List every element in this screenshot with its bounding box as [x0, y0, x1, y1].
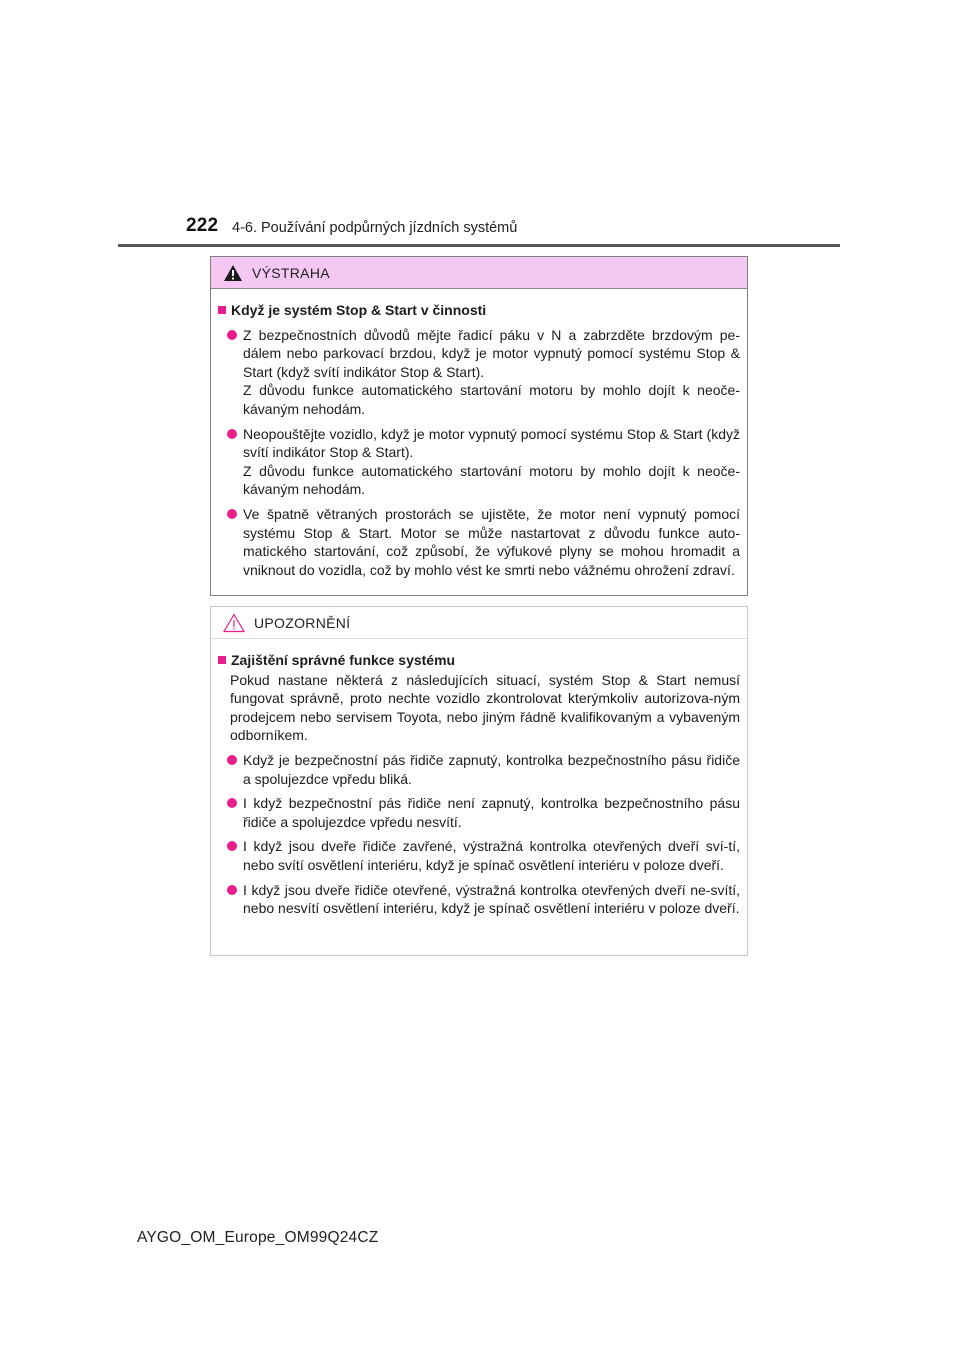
caution-label: UPOZORNĚNÍ — [254, 614, 351, 631]
list-item: Když je bezpečnostní pás řidiče zapnutý, kontrolka bezpečnostního pásu řidiče a spolujezdce vpředu bliká. — [218, 751, 740, 788]
warning-box-header — [211, 257, 747, 289]
list-item: Ve špatně větraných prostorách se ujistěte, že motor není vypnutý pomocí systému Stop & Start. Motor se může nastartovat z důvodu funkce auto-matického startování, což způsobí, že výfukové plyny se mohou hromadit a vniknout do vozidla, což by mohlo vést ke smrti nebo vážnému ohrožení zdraví. — [218, 505, 740, 579]
list-item: Z bezpečnostních důvodů mějte řadicí páku v N a zabrzděte brzdovým pe-dálem nebo parkovací brzdou, když je motor vypnutý pomocí systému Stop & Start (když svítí indikátor Stop & Start). Z důvodu funkce automatického startování motoru by mohlo dojít k neoče-kávaným nehodám. — [218, 326, 740, 419]
caution-body — [211, 639, 747, 918]
caution-intro: Pokud nastane některá z následujících situací, systém Stop & Start nemusí fungovat správně, proto nechte vozidlo zkontrolovat kterýmkoliv autorizova-ným prodejcem nebo servisem Toyota, nebo jiným řádně kvalifikovaným a vybaveným odborníkem. — [230, 671, 740, 744]
warning-body — [211, 289, 747, 579]
bullet-dot-icon — [227, 509, 237, 519]
warning-subheading: Když je systém Stop & Start v činnosti — [218, 301, 740, 320]
footer-doc-code: AYGO_OM_Europe_OM99Q24CZ — [137, 1229, 379, 1246]
list-item: I když jsou dveře řidiče zavřené, výstražná kontrolka otevřených dveří sví-tí, nebo svítí osvětlení interiéru, když je spínač osvětlení interiéru v poloze dveří. — [218, 837, 740, 874]
bullet-dot-icon — [227, 330, 237, 340]
bullet-dot-icon — [227, 841, 237, 851]
bullet-dot-icon — [227, 429, 237, 439]
caution-box-header — [211, 607, 747, 639]
list-item: I když jsou dveře řidiče otevřené, výstražná kontrolka otevřených dveří ne-svítí, nebo nesvítí osvětlení interiéru, když je spínač osvětlení interiéru v poloze dveří. — [218, 881, 740, 918]
caution-subheading: Zajištění správné funkce systému — [218, 651, 740, 670]
warning-box — [210, 256, 748, 596]
warning-triangle-icon — [223, 264, 243, 282]
page-number: 222 — [186, 215, 219, 236]
caution-triangle-icon — [223, 613, 245, 633]
square-bullet-icon — [218, 656, 226, 664]
caution-box — [210, 606, 748, 956]
list-item: Neopouštějte vozidlo, když je motor vypnutý pomocí systému Stop & Start (když svítí indikátor Stop & Start). Z důvodu funkce automatického startování motoru by mohlo dojít k neoče-kávaným nehodám. — [218, 425, 740, 499]
list-item: I když bezpečnostní pás řidiče není zapnutý, kontrolka bezpečnostního pásu řidiče a spolujezdce vpředu nesvítí. — [218, 794, 740, 831]
bullet-dot-icon — [227, 885, 237, 895]
square-bullet-icon — [218, 306, 226, 314]
bullet-dot-icon — [227, 755, 237, 765]
header-rule — [118, 244, 840, 247]
warning-label: VÝSTRAHA — [252, 264, 330, 281]
bullet-dot-icon — [227, 798, 237, 808]
section-title: 4-6. Používání podpůrných jízdních systémů — [232, 220, 518, 236]
